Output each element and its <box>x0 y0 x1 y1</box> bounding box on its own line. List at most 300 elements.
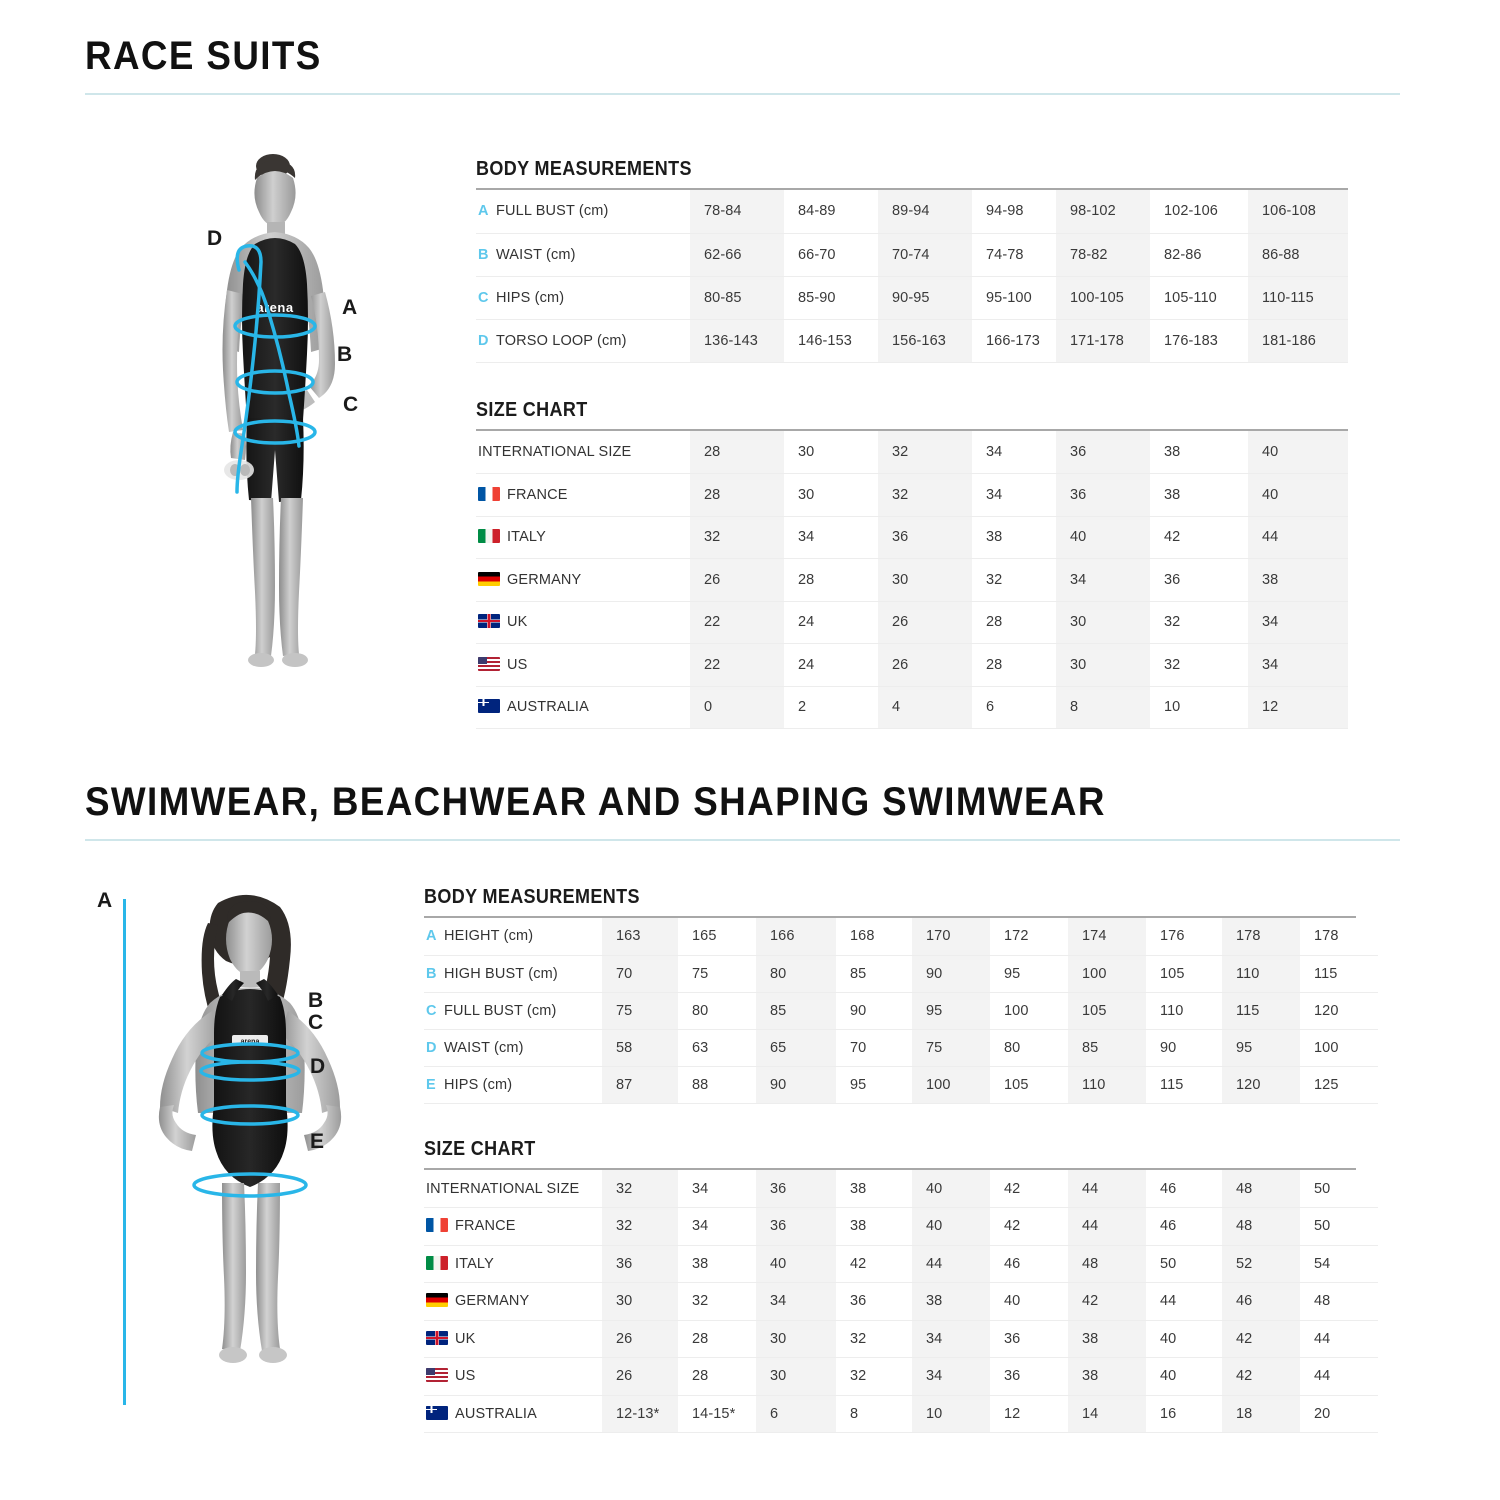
table-cell: 100 <box>912 1066 990 1103</box>
table-cell: 87 <box>602 1066 678 1103</box>
swimwear-figure-illustration <box>110 885 390 1415</box>
table-cell: 2 <box>784 686 878 729</box>
row-label-text: ITALY <box>507 529 546 546</box>
row-label <box>424 1208 602 1246</box>
table-cell: 90 <box>756 1066 836 1103</box>
table-row <box>424 1283 1378 1321</box>
table-cell: 42 <box>1222 1358 1300 1396</box>
race-size-chart-heading: SIZE CHART <box>476 399 588 421</box>
table-cell: 28 <box>784 559 878 602</box>
race-suit-letter-c: C <box>343 393 359 416</box>
measurement-letter: A <box>478 203 489 220</box>
table-cell: 44 <box>1248 516 1348 559</box>
row-label-text: WAIST (cm) <box>496 246 576 263</box>
table-cell: 28 <box>972 644 1056 687</box>
table-cell: 80-85 <box>690 276 784 319</box>
table-row <box>476 474 1348 517</box>
table-cell: 65 <box>756 1029 836 1066</box>
table-cell: 70 <box>602 955 678 992</box>
table-cell: 48 <box>1068 1245 1146 1283</box>
table-cell: 32 <box>602 1170 678 1208</box>
table-cell: 40 <box>1248 431 1348 474</box>
table-cell: 181-186 <box>1248 319 1348 362</box>
table-cell: 30 <box>784 474 878 517</box>
table-cell: 34 <box>1248 601 1348 644</box>
table-cell: 34 <box>784 516 878 559</box>
table-row <box>424 1245 1378 1283</box>
table-cell: 63 <box>678 1029 756 1066</box>
table-cell: 24 <box>784 644 878 687</box>
table-cell: 78-82 <box>1056 233 1150 276</box>
row-label <box>476 474 690 517</box>
table-cell: 28 <box>690 431 784 474</box>
table-cell: 115 <box>1300 955 1378 992</box>
table-cell: 6 <box>972 686 1056 729</box>
row-label-text: US <box>507 656 528 673</box>
row-label <box>476 319 690 362</box>
table-cell: 36 <box>990 1358 1068 1396</box>
row-label <box>424 1395 602 1433</box>
table-cell: 36 <box>756 1170 836 1208</box>
table-cell: 66-70 <box>784 233 878 276</box>
table-cell: 36 <box>602 1245 678 1283</box>
table-cell: 26 <box>602 1320 678 1358</box>
arena-logo-text: arena <box>240 1038 260 1046</box>
row-label-text: US <box>455 1368 476 1385</box>
table-cell: 50 <box>1300 1208 1378 1246</box>
table-cell: 166 <box>756 918 836 955</box>
row-label-text: ITALY <box>455 1255 494 1272</box>
swimwear-letter-c: C <box>308 1011 324 1034</box>
table-row <box>476 319 1348 362</box>
row-label-text: UK <box>455 1330 476 1347</box>
table-cell: 32 <box>1150 601 1248 644</box>
swimwear-letter-a: A <box>97 889 113 912</box>
table-cell: 85 <box>1068 1029 1146 1066</box>
table-cell: 171-178 <box>1056 319 1150 362</box>
table-cell: 105 <box>1068 992 1146 1029</box>
table-cell: 22 <box>690 601 784 644</box>
table-cell: 166-173 <box>972 319 1056 362</box>
table-cell: 95 <box>990 955 1068 992</box>
uk-flag-icon <box>478 614 500 628</box>
table-cell: 36 <box>1056 431 1150 474</box>
table-cell: 176-183 <box>1150 319 1248 362</box>
table-cell: 115 <box>1222 992 1300 1029</box>
table-cell: 10 <box>1150 686 1248 729</box>
table-cell: 80 <box>678 992 756 1029</box>
table-cell: 78-84 <box>690 190 784 233</box>
table-cell: 105 <box>1146 955 1222 992</box>
table-cell: 34 <box>1056 559 1150 602</box>
table-cell: 86-88 <box>1248 233 1348 276</box>
table-row <box>424 1320 1378 1358</box>
table-cell: 95-100 <box>972 276 1056 319</box>
table-cell: 90 <box>912 955 990 992</box>
table-cell: 100 <box>990 992 1068 1029</box>
table-cell: 90-95 <box>878 276 972 319</box>
table-cell: 136-143 <box>690 319 784 362</box>
table-cell: 52 <box>1222 1245 1300 1283</box>
table-cell: 34 <box>972 474 1056 517</box>
us-flag-icon <box>478 657 500 671</box>
row-label <box>476 190 690 233</box>
table-cell: 82-86 <box>1150 233 1248 276</box>
table-cell: 38 <box>1068 1358 1146 1396</box>
table-cell: 42 <box>1222 1320 1300 1358</box>
table-cell: 40 <box>1146 1320 1222 1358</box>
table-cell: 28 <box>678 1320 756 1358</box>
swimwear-photo <box>97 885 390 1415</box>
table-row <box>476 276 1348 319</box>
table-cell: 16 <box>1146 1395 1222 1433</box>
height-measurement-line <box>123 899 126 1405</box>
measurement-letter: A <box>426 928 437 945</box>
table-cell: 70-74 <box>878 233 972 276</box>
swimwear-section <box>85 780 1400 841</box>
swimwear-divider <box>85 839 1400 841</box>
table-cell: 26 <box>878 601 972 644</box>
table-cell: 146-153 <box>784 319 878 362</box>
table-row <box>424 992 1378 1029</box>
table-cell: 178 <box>1222 918 1300 955</box>
table-cell: 40 <box>756 1245 836 1283</box>
table-cell: 80 <box>756 955 836 992</box>
table-row <box>476 516 1348 559</box>
table-cell: 75 <box>602 992 678 1029</box>
row-label <box>424 1283 602 1321</box>
table-row <box>424 1066 1378 1103</box>
table-cell: 48 <box>1222 1170 1300 1208</box>
table-cell: 44 <box>1300 1320 1378 1358</box>
table-cell: 6 <box>756 1395 836 1433</box>
table-cell: 70 <box>836 1029 912 1066</box>
swim-body-measurements-heading: BODY MEASUREMENTS <box>424 886 640 908</box>
row-label-text: FULL BUST (cm) <box>496 203 609 220</box>
row-label-text: GERMANY <box>455 1293 530 1310</box>
row-label-text: FULL BUST (cm) <box>444 1002 557 1019</box>
swimwear-letter-e: E <box>310 1130 325 1153</box>
row-label-text: GERMANY <box>507 571 582 588</box>
swimwear-letter-b: B <box>308 989 324 1012</box>
table-cell: 94-98 <box>972 190 1056 233</box>
italy-flag-icon <box>426 1256 448 1270</box>
table-cell: 98-102 <box>1056 190 1150 233</box>
table-cell: 34 <box>678 1170 756 1208</box>
table-cell: 50 <box>1146 1245 1222 1283</box>
swimwear-size-chart-table <box>424 1170 1378 1433</box>
table-cell: 58 <box>602 1029 678 1066</box>
france-flag-icon <box>478 487 500 501</box>
table-cell: 75 <box>912 1029 990 1066</box>
race-suits-section <box>85 34 1400 95</box>
table-cell: 100 <box>1068 955 1146 992</box>
swimwear-title: SWIMWEAR, BEACHWEAR AND SHAPING SWIMWEAR <box>85 780 1106 824</box>
table-cell: 34 <box>756 1283 836 1321</box>
table-row <box>476 644 1348 687</box>
table-cell: 95 <box>1222 1029 1300 1066</box>
race-suit-letter-d: D <box>207 227 223 250</box>
table-cell: 32 <box>972 559 1056 602</box>
table-cell: 34 <box>678 1208 756 1246</box>
swim-size-chart-heading: SIZE CHART <box>424 1138 536 1160</box>
table-cell: 88 <box>678 1066 756 1103</box>
row-label <box>424 1029 602 1066</box>
row-label <box>424 1320 602 1358</box>
table-cell: 38 <box>1150 474 1248 517</box>
uk-flag-icon <box>426 1331 448 1345</box>
table-cell: 26 <box>690 559 784 602</box>
table-cell: 36 <box>990 1320 1068 1358</box>
table-cell: 38 <box>836 1170 912 1208</box>
table-row <box>424 1358 1378 1396</box>
table-cell: 28 <box>972 601 1056 644</box>
germany-flag-icon <box>478 572 500 586</box>
row-label-text: FRANCE <box>455 1218 516 1235</box>
table-cell: 100 <box>1300 1029 1378 1066</box>
table-row <box>476 601 1348 644</box>
table-row <box>424 1208 1378 1246</box>
table-cell: 38 <box>1150 431 1248 474</box>
race-suits-title: RACE SUITS <box>85 34 322 78</box>
row-label <box>476 601 690 644</box>
table-cell: 90 <box>1146 1029 1222 1066</box>
table-cell: 110 <box>1068 1066 1146 1103</box>
table-cell: 30 <box>756 1358 836 1396</box>
row-label-text: AUSTRALIA <box>507 699 589 716</box>
table-cell: 32 <box>1150 644 1248 687</box>
race-suits-size-chart-table <box>476 431 1348 729</box>
table-cell: 102-106 <box>1150 190 1248 233</box>
table-cell: 120 <box>1222 1066 1300 1103</box>
table-cell: 115 <box>1146 1066 1222 1103</box>
row-label-text: TORSO LOOP (cm) <box>496 332 627 349</box>
row-label-text: HIGH BUST (cm) <box>444 965 558 982</box>
table-cell: 32 <box>602 1208 678 1246</box>
table-cell: 46 <box>1146 1170 1222 1208</box>
table-cell: 110 <box>1222 955 1300 992</box>
row-label-text: HIPS (cm) <box>496 289 565 306</box>
table-row <box>476 190 1348 233</box>
swimwear-size-chart <box>424 1138 1356 1433</box>
table-cell: 28 <box>690 474 784 517</box>
table-cell: 110-115 <box>1248 276 1348 319</box>
row-label-text: HIPS (cm) <box>444 1076 513 1093</box>
table-cell: 90 <box>836 992 912 1029</box>
table-cell: 34 <box>912 1320 990 1358</box>
table-cell: 10 <box>912 1395 990 1433</box>
row-label-text: WAIST (cm) <box>444 1039 524 1056</box>
table-row <box>424 918 1378 955</box>
table-cell: 74-78 <box>972 233 1056 276</box>
table-cell: 32 <box>836 1320 912 1358</box>
arena-logo-text: arena <box>256 300 294 315</box>
table-cell: 42 <box>1068 1283 1146 1321</box>
table-cell: 40 <box>1248 474 1348 517</box>
table-cell: 44 <box>912 1245 990 1283</box>
table-cell: 14-15* <box>678 1395 756 1433</box>
table-cell: 174 <box>1068 918 1146 955</box>
table-cell: 8 <box>1056 686 1150 729</box>
table-cell: 32 <box>878 474 972 517</box>
table-cell: 125 <box>1300 1066 1378 1103</box>
table-cell: 40 <box>990 1283 1068 1321</box>
row-label <box>476 276 690 319</box>
table-cell: 32 <box>878 431 972 474</box>
table-cell: 14 <box>1068 1395 1146 1433</box>
swimwear-letter-d: D <box>310 1055 326 1078</box>
table-cell: 40 <box>1056 516 1150 559</box>
table-cell: 32 <box>678 1283 756 1321</box>
table-cell: 42 <box>1150 516 1248 559</box>
table-cell: 54 <box>1300 1245 1378 1283</box>
australia-flag-icon <box>426 1406 448 1420</box>
table-cell: 85 <box>836 955 912 992</box>
row-label <box>476 686 690 729</box>
table-row <box>476 233 1348 276</box>
row-label-text: FRANCE <box>507 486 568 503</box>
table-cell: 156-163 <box>878 319 972 362</box>
table-cell: 34 <box>972 431 1056 474</box>
table-cell: 44 <box>1068 1208 1146 1246</box>
table-row <box>424 955 1378 992</box>
table-cell: 26 <box>602 1358 678 1396</box>
measurement-letter: C <box>426 1002 437 1019</box>
swimwear-body-measurements-table <box>424 918 1378 1104</box>
row-label-text: INTERNATIONAL SIZE <box>426 1180 580 1197</box>
race-suits-size-chart <box>476 399 1348 729</box>
table-cell: 42 <box>990 1170 1068 1208</box>
table-cell: 12 <box>1248 686 1348 729</box>
table-cell: 165 <box>678 918 756 955</box>
table-cell: 42 <box>990 1208 1068 1246</box>
table-cell: 38 <box>912 1283 990 1321</box>
us-flag-icon <box>426 1368 448 1382</box>
table-cell: 30 <box>1056 644 1150 687</box>
measurement-letter: B <box>426 965 437 982</box>
table-cell: 38 <box>972 516 1056 559</box>
race-suits-body-measurements <box>476 158 1348 363</box>
table-cell: 36 <box>756 1208 836 1246</box>
row-label <box>476 559 690 602</box>
row-label <box>424 1245 602 1283</box>
table-cell: 84-89 <box>784 190 878 233</box>
table-row <box>424 1029 1378 1066</box>
table-cell: 38 <box>678 1245 756 1283</box>
row-label-text: UK <box>507 614 528 631</box>
table-cell: 110 <box>1146 992 1222 1029</box>
table-cell: 46 <box>1222 1283 1300 1321</box>
table-cell: 12-13* <box>602 1395 678 1433</box>
table-cell: 36 <box>1150 559 1248 602</box>
table-cell: 62-66 <box>690 233 784 276</box>
measurement-letter: D <box>478 332 489 349</box>
table-cell: 46 <box>1146 1208 1222 1246</box>
table-cell: 38 <box>836 1208 912 1246</box>
australia-flag-icon <box>478 699 500 713</box>
table-cell: 36 <box>836 1283 912 1321</box>
table-cell: 38 <box>1068 1320 1146 1358</box>
table-cell: 36 <box>878 516 972 559</box>
table-cell: 44 <box>1300 1358 1378 1396</box>
table-cell: 168 <box>836 918 912 955</box>
table-cell: 26 <box>878 644 972 687</box>
table-cell: 38 <box>1248 559 1348 602</box>
france-flag-icon <box>426 1218 448 1232</box>
row-label <box>476 431 690 474</box>
table-row <box>476 686 1348 729</box>
table-cell: 42 <box>836 1245 912 1283</box>
race-suit-letter-b: B <box>337 343 353 366</box>
row-label-text: AUSTRALIA <box>455 1405 537 1422</box>
table-cell: 12 <box>990 1395 1068 1433</box>
row-label-text: INTERNATIONAL SIZE <box>478 444 632 460</box>
table-cell: 178 <box>1300 918 1378 955</box>
table-cell: 80 <box>990 1029 1068 1066</box>
italy-flag-icon <box>478 529 500 543</box>
table-cell: 170 <box>912 918 990 955</box>
table-cell: 34 <box>912 1358 990 1396</box>
table-row <box>424 1170 1378 1208</box>
table-cell: 176 <box>1146 918 1222 955</box>
row-label <box>424 955 602 992</box>
table-cell: 4 <box>878 686 972 729</box>
race-body-measurements-heading: BODY MEASUREMENTS <box>476 158 692 180</box>
table-cell: 30 <box>1056 601 1150 644</box>
table-cell: 172 <box>990 918 1068 955</box>
table-cell: 8 <box>836 1395 912 1433</box>
measurement-letter: E <box>426 1076 436 1093</box>
table-cell: 163 <box>602 918 678 955</box>
table-cell: 20 <box>1300 1395 1378 1433</box>
race-suit-photo <box>175 140 425 720</box>
table-cell: 50 <box>1300 1170 1378 1208</box>
measurement-letter: B <box>478 246 489 263</box>
measurement-letter: C <box>478 289 489 306</box>
table-cell: 30 <box>784 431 878 474</box>
table-cell: 105 <box>990 1066 1068 1103</box>
table-cell: 85-90 <box>784 276 878 319</box>
table-cell: 30 <box>602 1283 678 1321</box>
row-label <box>476 644 690 687</box>
table-cell: 46 <box>990 1245 1068 1283</box>
table-cell: 40 <box>912 1208 990 1246</box>
measurement-letter: D <box>426 1039 437 1056</box>
table-cell: 48 <box>1222 1208 1300 1246</box>
table-cell: 105-110 <box>1150 276 1248 319</box>
row-label <box>476 516 690 559</box>
table-cell: 18 <box>1222 1395 1300 1433</box>
row-label <box>424 1066 602 1103</box>
row-label <box>424 1170 602 1208</box>
table-cell: 44 <box>1146 1283 1222 1321</box>
table-cell: 89-94 <box>878 190 972 233</box>
table-row <box>424 1395 1378 1433</box>
table-cell: 40 <box>1146 1358 1222 1396</box>
row-label <box>424 1358 602 1396</box>
row-label <box>424 992 602 1029</box>
row-label <box>476 233 690 276</box>
table-cell: 28 <box>678 1358 756 1396</box>
table-row <box>476 431 1348 474</box>
table-cell: 24 <box>784 601 878 644</box>
germany-flag-icon <box>426 1293 448 1307</box>
table-cell: 30 <box>878 559 972 602</box>
table-cell: 32 <box>836 1358 912 1396</box>
row-label <box>424 918 602 955</box>
table-cell: 0 <box>690 686 784 729</box>
table-cell: 95 <box>836 1066 912 1103</box>
